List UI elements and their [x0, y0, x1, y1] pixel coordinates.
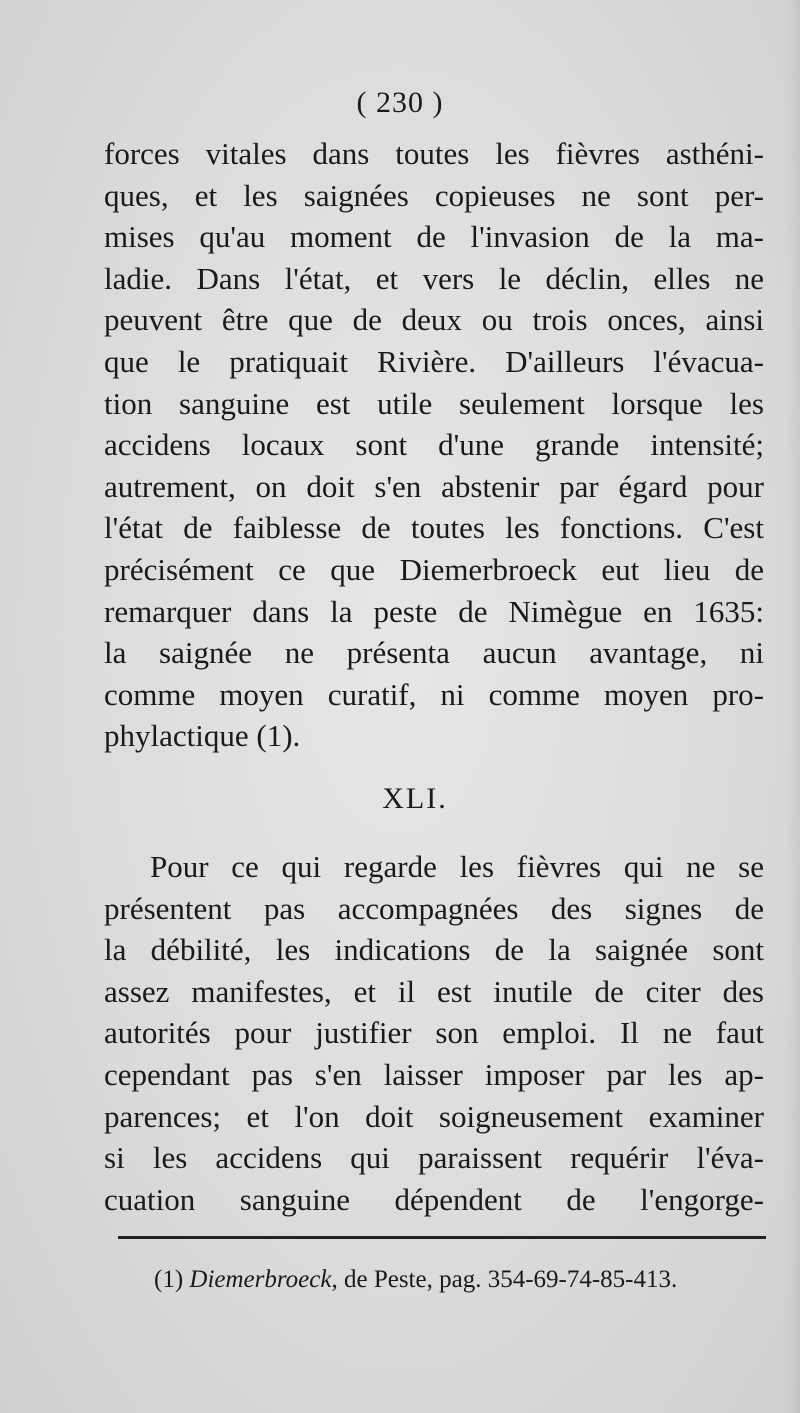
- text-line: ques, et les saignées copieuses ne sont per-: [104, 177, 764, 213]
- section-heading: XLI.: [382, 782, 448, 815]
- text-line: si les accidens qui paraissent requérir l'éva-: [104, 1140, 764, 1176]
- text-line: mises qu'au moment de l'invasion de la ma-: [104, 219, 764, 255]
- footnote-marker: (1): [154, 1266, 184, 1293]
- text-line: la débilité, les indications de la saignée sont: [104, 932, 764, 968]
- paragraph-main: [104, 133, 764, 757]
- text-line: l'état de faiblesse de toutes les fonctions. C'est: [104, 510, 764, 546]
- footnote-reference: , de Peste, pag. 354-69-74-85-413.: [331, 1266, 678, 1293]
- text-line: accidens locaux sont d'une grande intensité;: [104, 427, 764, 463]
- text-line: phylactique (1).: [104, 718, 301, 754]
- text-line: Pour ce qui regarde les fièvres qui ne se: [150, 849, 764, 884]
- text-line: parences; et l'on doit soigneusement examiner: [104, 1098, 764, 1134]
- page-edge-shadow: [786, 0, 800, 1413]
- text-line: tion sanguine est utile seulement lorsque les: [104, 385, 764, 421]
- text-line: la saignée ne présenta aucun avantage, ni: [104, 635, 764, 671]
- text-line: peuvent être que de deux ou trois onces, ainsi: [104, 302, 764, 338]
- paragraph-section-xli: [104, 846, 764, 1220]
- text-line: cuation sanguine dépendent de l'engorge-: [104, 1181, 764, 1217]
- text-line: autorités pour justifier son emploi. Il ne faut: [104, 1015, 764, 1051]
- text-line: autrement, on doit s'en abstenir par égard pour: [104, 468, 764, 504]
- footnote: [154, 1266, 677, 1294]
- text-line: précisément ce que Diemerbroeck eut lieu de: [104, 551, 764, 587]
- text-line: remarquer dans la peste de Nimègue en 1635:: [104, 593, 764, 629]
- text-line: assez manifestes, et il est inutile de citer des: [104, 973, 764, 1009]
- footnote-author: Diemerbroeck: [189, 1266, 332, 1293]
- text-line: cependant pas s'en laisser imposer par les ap-: [104, 1056, 764, 1092]
- text-line: présentent pas accompagnées des signes de: [104, 890, 764, 926]
- page-number: ( 230 ): [356, 86, 444, 119]
- text-line: forces vitales dans toutes les fièvres asthéni-: [104, 136, 764, 171]
- text-line: ladie. Dans l'état, et vers le déclin, elles ne: [104, 260, 764, 296]
- footnote-divider: [118, 1236, 766, 1239]
- text-line: que le pratiquait Rivière. D'ailleurs l'évacua-: [104, 343, 764, 379]
- text-line: comme moyen curatif, ni comme moyen pro-: [104, 676, 764, 712]
